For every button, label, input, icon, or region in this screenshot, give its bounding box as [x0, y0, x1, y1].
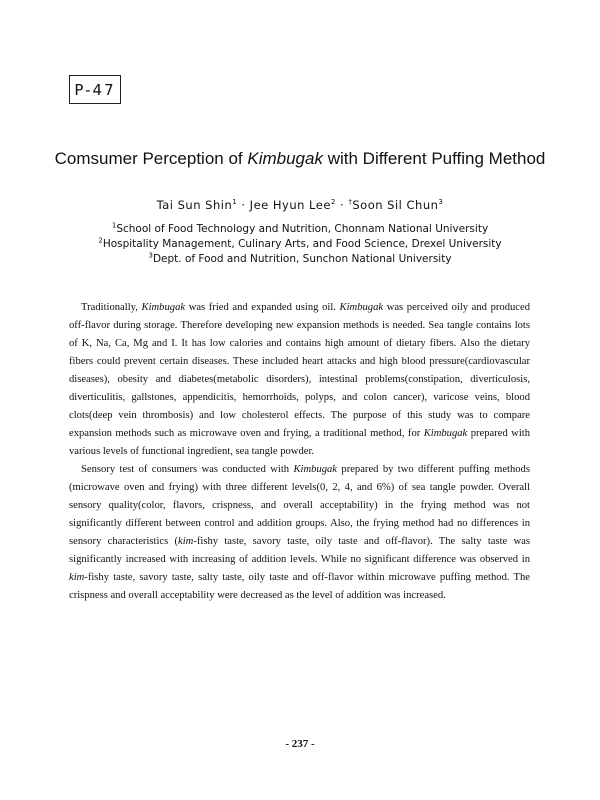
affiliation-mark: 1 [111, 221, 117, 230]
corresponding-author-dagger: † [348, 198, 353, 207]
author-list [0, 198, 600, 212]
text-run: Traditionally, [81, 302, 142, 313]
text-run: was fried and expanded using oil. [185, 302, 340, 313]
text-run: -fishy taste, savory taste, oily taste and off-flavor). The salty taste was significantly increased with increasing of addition levels. While no significant difference was observed in [69, 536, 530, 565]
poster-code-box [69, 75, 121, 104]
affiliation-list [0, 222, 600, 267]
italic-term: Kimbugak [339, 302, 384, 313]
title-part-2: with Different Puffing Method [322, 149, 546, 168]
affiliation-text: School of Food Technology and Nutrition, Chonnam National University [116, 223, 489, 235]
author-1-affil-mark: 1 [232, 198, 238, 207]
affiliation-1 [0, 222, 600, 237]
title-italic-term: Kimbugak [247, 149, 323, 168]
affiliation-3 [0, 252, 600, 267]
author-separator: · [335, 198, 349, 212]
text-run: was perceived oily and produced off-flavor during storage. Therefore developing new expansion methods is needed. Sea tangle contains lots of K, Na, Ca, Mg and I. It has low calories and contains high amount of dietary fibers. Also the dietary fibers could prevent certain diseases. These included heart attacks and high blood pressure(cardiovascular diseases), obesity and diabetes(metabolic disorders), intestinal problems(constipation, diverticulosis, diverticulitis, gallstones, appendicitis, hemorrhoids, polyps, and colon cancer), varicose veins, blood clots(deep vein thrombosis) and low cholesterol effects. The purpose of this study was to compare expansion methods such as microwave oven and frying, a traditional method, for [69, 302, 530, 439]
text-run: prepared by two different puffing methods (microwave oven and frying) with three different levels(0, 2, 4, and 6%) of sea tangle powder. Overall sensory quality(color, flavors, crispness, and overall acceptability) in the frying method was not significantly different between control and addition groups. Also, the frying method had no differences in sensory characteristics ( [69, 464, 530, 547]
author-2-affil-mark: 2 [330, 198, 336, 207]
text-run: Sensory test of consumers was conducted with [81, 464, 294, 475]
italic-term: Kimbugak [141, 302, 186, 313]
paper-title [0, 149, 600, 169]
affiliation-mark: 2 [98, 236, 103, 245]
author-3-affil-mark: 3 [438, 198, 444, 207]
affiliation-2 [0, 237, 600, 252]
affiliation-text: Dept. of Food and Nutrition, Sunchon National University [152, 253, 452, 265]
abstract-paragraph-2 [69, 461, 530, 605]
italic-term: kim [178, 536, 194, 547]
author-3: Soon Sil Chun [352, 198, 439, 212]
text-run: prepared with various levels of functional ingredient, sea tangle powder. [69, 428, 531, 457]
affiliation-text: Hospitality Management, Culinary Arts, and Food Science, Drexel University [102, 238, 502, 250]
author-1: Tai Sun Shin [156, 198, 233, 212]
page-number: - 237 - [285, 738, 315, 750]
author-2: Jee Hyun Lee [249, 198, 331, 212]
italic-term: Kimbugak [293, 464, 338, 475]
author-separator: · [237, 198, 250, 212]
title-part-1: Comsumer Perception of [54, 149, 248, 168]
abstract-body [69, 299, 530, 605]
italic-term: kim [69, 572, 85, 583]
italic-term: Kimbugak [423, 428, 468, 439]
text-run: -fishy taste, savory taste, salty taste, oily taste and off-flavor within microwave puffing method. The crispness and overall acceptability were decreased as the level of addition was increased. [69, 572, 530, 601]
poster-code: P-47 [74, 80, 116, 99]
affiliation-mark: 3 [148, 251, 153, 260]
abstract-paragraph-1 [69, 299, 530, 461]
